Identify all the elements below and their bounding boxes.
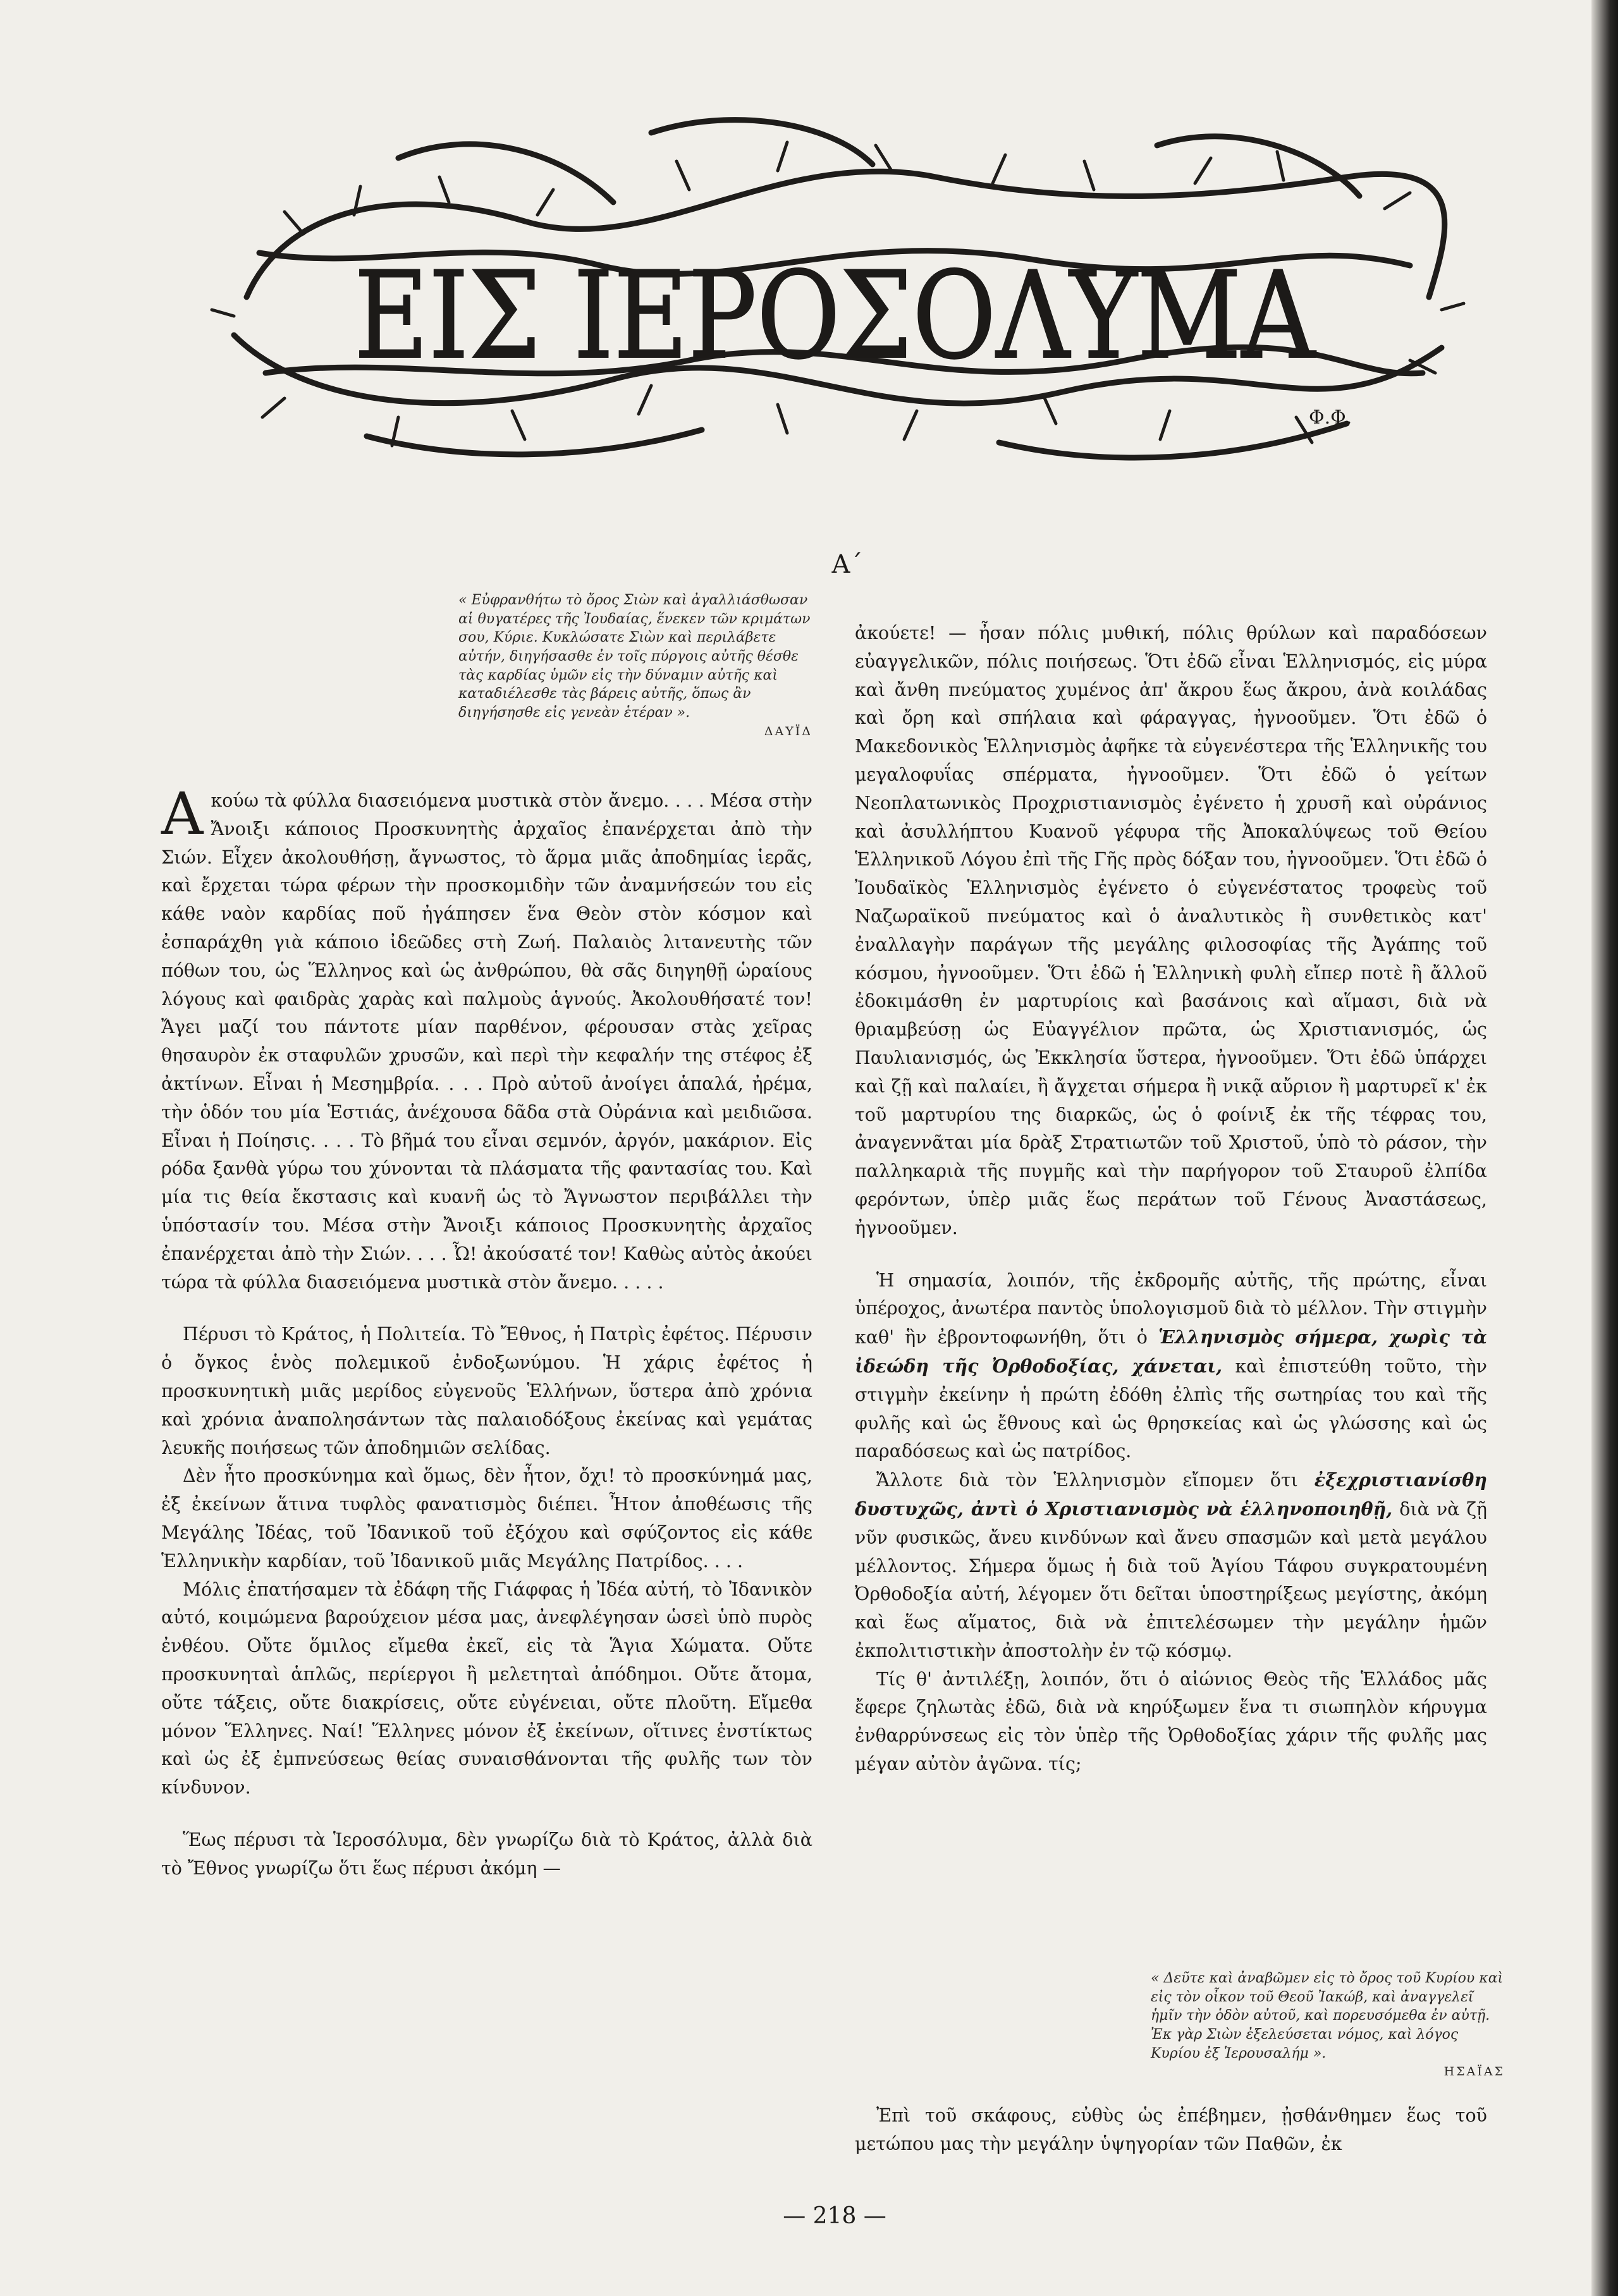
artist-monogram: Φ.Φ. — [1309, 406, 1352, 429]
left-paragraph-4: Μόλις ἐπατήσαμεν τὰ ἐδάφη τῆς Γιάφφας ἡ Ἰδέα αὐτή, τὸ Ἰδανικὸν αὐτό, κοιμώμενα βαρούχειον μέσα μας, ἀνεφλέγησαν ὡσεὶ ὑπὸ πυρὸς ἐνθέου. Οὔτε ὅμιλος εἴμεθα ἐκεῖ, εἰς τὰ Ἅγια Χώματα. Οὔτε προσκυνηταὶ ἁπλῶς, περίεργοι ἢ μελετηταὶ ἀπόδημοι. Οὔτε ἄτομα, οὔτε τάξεις, οὔτε διακρίσεις, οὔτε εὐγένειαι, οὔτε πλοῦτη. Εἴμεθα μόνον Ἕλληνες. Ναί! Ἕλληνες μόνον ἐξ ἐκείνων, οἵτινες ἐνστίκτως καὶ ὡς ἐξ ἐμπνεύσεως θείας συναισθάνονται τῆς φυλῆς των τὸν κίνδυνον. — [161, 1578, 812, 1798]
section-numeral: Α΄ — [831, 550, 863, 579]
right-paragraph-2 — [855, 1267, 1487, 1467]
drop-cap: Α — [161, 780, 204, 848]
left-column — [161, 780, 812, 1883]
title-illustration — [209, 107, 1467, 480]
right-paragraph-3-emphasis: ἐξεχριστιανίσθη δυστυχῶς, ἀντὶ ὁ Χριστιανισμὸς νὰ ἑλληνοποιηθῇ, — [855, 1469, 1487, 1520]
right-paragraph-4: Τίς θ' ἀντιλέξῃ, λοιπόν, ὅτι ὁ αἰώνιος Θεὸς τῆς Ἑλλάδος μᾶς ἔφερε ζηλωτὰς ἐδῶ, διὰ νὰ κηρύξωμεν ἕνα τι σιωπηλὸν κήρυγμα ἐνθαρρύνσεως εἰς τὸν ὑπὲρ τῆς Ὀρθοδοξίας χάριν τῆς φυλῆς μας μέγαν αὐτὸν ἀγῶνα. τίς; — [855, 1668, 1487, 1775]
right-paragraph-2-text-end: καὶ ἐπιστεύθη τοῦτο, τὴν στιγμὴν ἐκείνην ἡ πρώτη ἐδόθη ἐλπὶς τῆς σωτηρίας του καὶ τῆς φυλῆς καὶ ὡς ἔθνους καὶ ὡς θρησκείας καὶ ὡς γλώσσης καὶ ὡς παραδόσεως καὶ ὡς πατρίδος. — [855, 1355, 1487, 1462]
title-text: ΕΙΣ ΙΕΡΟΣΟΛΥΜΑ — [354, 246, 1317, 386]
right-paragraph-1: ἀκούετε! — ἦσαν πόλις μυθική, πόλις θρύλων καὶ παραδόσεων εὐαγγελικῶν, πόλις ποιήσεως. Ὅτι ἐδῶ εἶναι Ἑλληνισμός, εἰς μύρα καὶ ἄνθη πνεύματος χυμένος ἀπ' ἄκρου ἕως ἄκρου, ἀνὰ κοιλάδας καὶ ὄρη καὶ σπήλαια καὶ φάραγγας, ἠγνοοῦμεν. Ὅτι ἐδῶ ὁ Μακεδονικὸς Ἑλληνισμὸς ἀφῆκε τὰ εὐγενέστερα τῆς Ἑλληνικῆς του μεγαλοφυΐας σπέρματα, ἠγνοοῦμεν. Ὅτι ἐδῶ ὁ γείτων Νεοπλατωνικὸς Προχριστιανισμὸς ἐγένετο ἡ χρυσῆ καὶ οὐράνιος καὶ ἀσυλλήπτου Κυανοῦ γέφυρα τῆς Ἀποκαλύψεως τοῦ Θείου Ἑλληνικοῦ Λόγου ἐπὶ τῆς Γῆς πρὸς δόξαν του, ἠγνοοῦμεν. Ὅτι ἐδῶ ὁ Ἰουδαϊκὸς Ἑλληνισμὸς ἐγένετο ὁ εὐγενέστατος τροφεὺς τοῦ Ναζωραϊκοῦ πνεύματος καὶ ὁ ἀναλυτικὸς ἢ συνθετικὸς κατ' ἐναλλαγὴν παράγων τῆς μεγάλης φιλοσοφίας τῆς Ἀγάπης τοῦ κόσμου, ἠγνοοῦμεν. Ὅτι ἐδῶ ἡ Ἑλληνικὴ φυλὴ εἴπερ ποτὲ ἢ ἄλλοῦ ἐδοκιμάσθη ἐν μαρτυρίοις καὶ βασάνοις καὶ αἵμασι, διὰ νὰ θριαμβεύσῃ ὡς Εὐαγγέλιον πρῶτα, ὡς Χριστιανισμός, ὡς Παυλιανισμός, ὡς Ἐκκλησία ὕστερα, ἠγνοοῦμεν. Ὅτι ἐδῶ ὑπάρχει καὶ ζῇ καὶ παλαίει, ἢ ἄγχεται σήμερα ἢ νικᾷ αὔριον ἢ μαρτυρεῖ κ' ἐκ τοῦ μαρτυρίου της διαρκῶς, ὡς ὁ φοίνιξ ἐκ τῆς τέφρας του, ἀναγεννᾶται μία δρὰξ Στρατιωτῶν τοῦ Χριστοῦ, ὑπὸ τὸ ράσον, τὴν παλληκαριὰ τῆς πυγμῆς καὶ τὴν παρήγορον τοῦ Σταυροῦ ἐλπίδα φερόντων, ὑπὲρ μιᾶς ἕως περάτων τοῦ Γένους Ἀναστάσεως, ἠγνοοῦμεν. — [855, 623, 1487, 1238]
epigraph-bottom-source: ΗΣΑΪΑΣ — [1443, 2065, 1505, 2079]
right-paragraph-2-text: Ἡ σημασία, λοιπόν, τῆς ἐκδρομῆς αὐτῆς, τῆς πρώτης, εἶναι ὑπέροχος, ἀνωτέρα παντὸς ὑπολογισμοῦ διὰ τὸ μέλλον. Τὴν στιγμὴν καθ' ἣν ἐβροντοφωνήθη, ὅτι ὁ — [855, 1269, 1487, 1348]
left-paragraph-1-text: κούω τὰ φύλλα διασειόμενα μυστικὰ στὸν ἄνεμο. . . . Μέσα στὴν Ἄνοιξι κάποιος Προσκυνητὴς ἀρχαῖος ἐπανέρχεται ἀπὸ τὴν Σιών. Εἶχεν ἀκολουθήσῃ, ἄγνωστος, τὸ ἅρμα μιᾶς ἀποδημίας ἱερᾶς, καὶ ἔρχεται τώρα φέρων τὴν προσκομιδὴν τῶν ἀναμνήσεών του εἰς κάθε ναὸν καρδίας ποῦ ἠγάπησεν ἕνα Θεὸν στὸν κόσμον καὶ ἐσπαράχθη γιὰ κάποιο ἰδεῶδες στὴ Ζωή. Παλαιὸς λιτανευτὴς τῶν πόθων του, ὡς Ἕλληνος καὶ ὡς ἀνθρώπου, θὰ σᾶς διηγηθῇ ὡραίους λόγους καὶ φαιδρὰς χαρὰς καὶ παλμοὺς ἁγνούς. Ἀκολουθήσατέ τον! Ἄγει μαζί του πάντοτε μίαν παρθένον, φέρουσαν στὰς χεῖρας θησαυρὸν ἐκ σταφυλῶν χρυσῶν, καὶ περὶ τὴν κεφαλήν της στέφος ἐξ ἀκτίνων. Εἶναι ἡ Μεσημβρία. . . . Πρὸ αὐτοῦ ἀνοίγει ἁπαλά, ἠρέμα, τὴν ὁδόν του μία Ἑστιάς, ἀνέχουσα δᾶδα στὰ Οὐράνια καὶ μειδιῶσα. Εἶναι ἡ Ποίησις. . . . Τὸ βῆμά του εἶναι σεμνόν, ἀργόν, μακάριον. Εἰς ρόδα ξανθὰ γύρω του χύνονται τὰ πλάσματα τῆς φαντασίας του. Καὶ μία τις θεία ἔκστασις καὶ κυανῆ ὡς τὸ Ἄγνωστον περιβάλλει τὴν ὑπόστασίν του. Μέσα στὴν Ἄνοιξι κάποιος Προσκυνητὴς ἀρχαῖος ἐπανέρχεται ἀπὸ τὴν Σιών. . . . Ὦ! ἀκούσατέ τον! Καθὼς αὐτὸς ἀκούει τώρα τὰ φύλλα διασειόμενα μυστικὰ στὸν ἄνεμο. . . . . — [161, 790, 812, 1293]
page-number: — 218 — — [783, 2203, 886, 2229]
right-column-continuation — [855, 2102, 1487, 2159]
left-paragraph-3: Δὲν ἦτο προσκύνημα καὶ ὅμως, δὲν ἦτον, ὄχι! τὸ προσκύνημά μας, ἐξ ἐκείνων ἅτινα τυφλὸς φανατισμὸς διέπει. Ἦτον ἀποθέωσις τῆς Μεγάλης Ἰδέας, τοῦ Ἰδανικοῦ τοῦ ἐξόχου καὶ σφύζοντος εἰς κάθε Ἑλληνικὴν καρδίαν, τοῦ Ἰδανικοῦ μιᾶς Μεγάλης Πατρίδος. . . . — [161, 1465, 812, 1572]
epigraph-top-text: « Εὐφρανθήτω τὸ ὄρος Σιὼν καὶ ἀγαλλιάσθωσαν αἱ θυγατέρες τῆς Ἰουδαίας, ἕνεκεν τῶν κριμάτων σου, Κύριε. Κυκλώσατε Σιὼν καὶ περιλάβετε αὐτήν, διηγήσασθε ἐν τοῖς πύργοις αὐτῆς θέσθε τὰς καρδίας ὑμῶν εἰς τὴν δύναμιν αὐτῆς καὶ καταδιέλεσθε τὰς βάρεις αὐτῆς, ὅπως ἂν διηγήσησθε εἰς γενεὰν ἑτέραν ». — [458, 592, 811, 721]
thorn-crown-title-art — [209, 107, 1467, 480]
page-edge-shadow — [1591, 0, 1618, 2296]
right-paragraph-5: Ἐπὶ τοῦ σκάφους, εὐθὺς ὡς ἐπέβημεν, ᾐσθάνθημεν ἕως τοῦ μετώπου μας τὴν μεγάλην ὑψηγορίαν τῶν Παθῶν, ἐκ — [855, 2105, 1487, 2154]
right-paragraph-2-emphasis: Ἑλληνισμὸς σήμερα, χωρὶς τὰ ἰδεώδη τῆς Ὀρθοδοξίας, χάνεται, — [855, 1326, 1487, 1377]
right-paragraph-3-text: Ἄλλοτε διὰ τὸν Ἑλληνισμὸν εἴπομεν ὅτι — [876, 1470, 1315, 1491]
right-paragraph-3 — [855, 1466, 1487, 1666]
epigraph-bottom — [1151, 1969, 1505, 2080]
epigraph-top — [458, 591, 812, 740]
right-column — [855, 620, 1487, 1779]
left-paragraph-5: Ἕως πέρυσι τὰ Ἱεροσόλυμα, δὲν γνωρίζω διὰ τὸ Κράτος, ἀλλὰ διὰ τὸ Ἔθνος γνωρίζω ὅτι ἕως πέρυσι ἀκόμη — — [161, 1829, 812, 1879]
epigraph-bottom-text: « Δεῦτε καὶ ἀναβῶμεν εἰς τὸ ὄρος τοῦ Κυρίου καὶ εἰς τὸν οἶκον τοῦ Θεοῦ Ἰακώβ, καὶ ἀναγγελεῖ ἡμῖν τὴν ὁδὸν αὐτοῦ, καὶ πορευσόμεθα ἐν αὐτῇ. Ἐκ γὰρ Σιὼν ἐξελεύσεται νόμος, καὶ λόγος Κυρίου ἐξ Ἱερουσαλήμ ». — [1151, 1970, 1504, 2061]
right-paragraph-3-text-end: διὰ νὰ ζῇ νῦν φυσικῶς, ἄνευ κινδύνων καὶ ἄνευ σπασμῶν καὶ μετὰ μεγάλου μέλλοντος. Σήμερα ὅμως ἡ διὰ τοῦ Ἁγίου Τάφου συγκρατουμένη Ὀρθοδοξία αὐτή, λέγομεν ὅτι δεῖται ὑποστηρίξεως μεγίστης, ἀκόμη καὶ ἕως αἵματος, διὰ νὰ ἐπιτελέσωμεν τὴν μεγάλην ἡμῶν ἐκπολιτιστικὴν ἀποστολὴν ἐν τῷ κόσμῳ. — [855, 1498, 1487, 1661]
left-paragraph-2: Πέρυσι τὸ Κράτος, ἡ Πολιτεία. Τὸ Ἔθνος, ἡ Πατρὶς ἐφέτος. Πέρυσιν ὁ ὄγκος ἑνὸς πολεμικοῦ ἐνδοξωνύμου. Ἡ χάρις ἐφέτος ἡ προσκυνητικὴ μιᾶς μερίδος εὐγενοῦς Ἑλλήνων, ὕστερα ἀπὸ χρόνια καὶ χρόνια ἀναπολησάντων τὰς παλαιοδόξους ἐκείνας καὶ γεμάτας λευκῆς ποιήσεως τῶν ἀποδημιῶν σελίδας. — [161, 1324, 812, 1458]
epigraph-top-source: ΔΑΥΪΔ — [764, 724, 812, 738]
left-paragraph-1 — [161, 780, 812, 1297]
